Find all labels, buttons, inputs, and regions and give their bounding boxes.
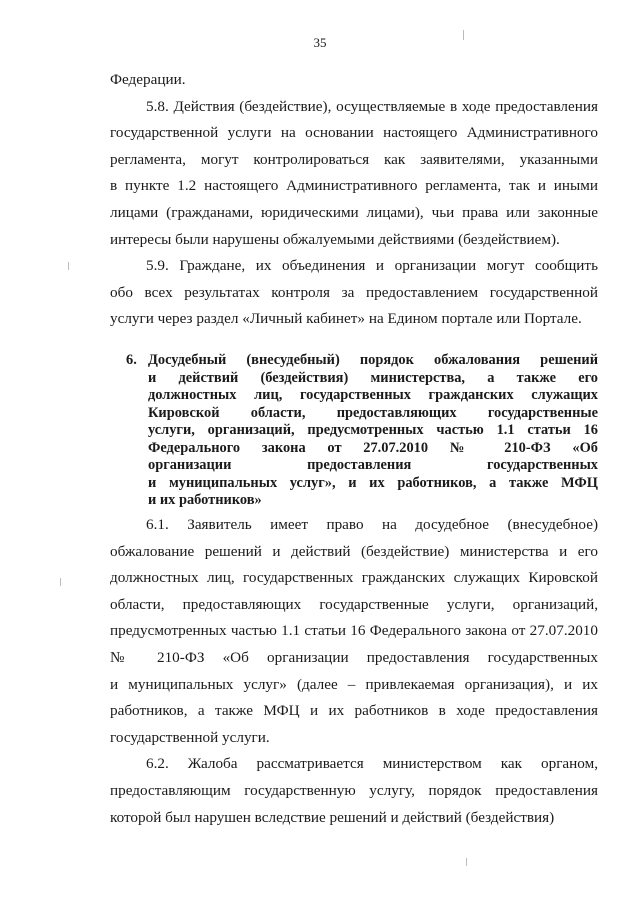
text-line: обо всех результатах контроля за предоставлением государственной xyxy=(110,283,598,301)
heading-line: и их работников» xyxy=(148,492,262,508)
section-heading xyxy=(126,352,598,510)
text-line: 5.8. Действия (бездействие), осуществляемые в ходе предоставления xyxy=(146,97,598,115)
paragraph xyxy=(110,253,598,333)
text-line: 5.9. Граждане, их объединения и организации могут сообщить xyxy=(146,257,598,275)
text-line: в пункте 1.2 настоящего Административного регламента, так и иными xyxy=(110,177,598,195)
paragraph xyxy=(110,67,598,94)
paragraph xyxy=(110,94,598,254)
body-text-top xyxy=(110,67,598,333)
heading-line: и муниципальных услуг», и их работников, а также МФЦ xyxy=(148,474,598,491)
paragraph xyxy=(110,512,598,751)
text-line: № 210-ФЗ «Об организации предоставления государственных xyxy=(110,648,598,666)
text-line: области, предоставляющих государственные услуги, организаций, xyxy=(110,595,598,613)
text-line: государственной услуги. xyxy=(110,728,270,746)
section-number: 6. xyxy=(126,352,137,368)
heading-line: Досудебный (внесудебный) порядок обжалования решений xyxy=(148,352,598,368)
text-line: интересы были нарушены обжалуемыми действиями (бездействием). xyxy=(110,230,560,248)
text-line: предусмотренных частью 1.1 статьи 16 Федерального закона от 27.07.2010 xyxy=(110,622,598,640)
heading-line: услуги, организаций, предусмотренных частью 1.1 статьи 16 xyxy=(148,422,598,438)
text-line: должностных лиц, государственных гражданских служащих Кировской xyxy=(110,569,598,587)
text-line: предоставляющим государственную услугу, порядок предоставления xyxy=(110,781,598,799)
text-line: 6.1. Заявитель имеет право на досудебное (внесудебное) xyxy=(146,516,598,533)
text-line: работников, а также МФЦ и их работников в ходе предоставления xyxy=(110,702,598,720)
heading-line: должностных лиц, государственных гражданских служащих xyxy=(148,387,598,403)
heading-line: Федерального закона от 27.07.2010 № 210-ФЗ «Об xyxy=(148,439,598,456)
text-line: услуги через раздел «Личный кабинет» на Едином портале или Портале. xyxy=(110,310,582,328)
scan-mark xyxy=(60,578,61,586)
text-line: 6.2. Жалоба рассматривается министерством как органом, xyxy=(146,755,598,773)
text-line: которой был нарушен вследствие решений и действий (бездействия) xyxy=(110,808,555,826)
text-line: обжалование решений и действий (бездействие) министерства и его xyxy=(110,542,598,560)
heading-line: организации предоставления государственных xyxy=(148,457,598,473)
paragraph xyxy=(110,751,598,831)
text-line: государственной услуги на основании настоящего Административного xyxy=(110,124,598,142)
text-line: лицами (гражданами, юридическими лицами), чьи права или законные xyxy=(110,203,598,221)
scan-mark xyxy=(68,262,69,270)
scan-mark xyxy=(466,858,467,866)
text-line: Федерации. xyxy=(110,71,186,88)
heading-line: и действий (бездействия) министерства, а также его xyxy=(148,369,598,386)
heading-line: Кировской области, предоставляющих государственные xyxy=(148,404,598,421)
scan-mark xyxy=(463,30,464,40)
page-number: 35 xyxy=(313,35,327,50)
text-line: и муниципальных услуг» (далее – привлекаемая организация), и их xyxy=(110,675,598,693)
text-line: регламента, могут контролироваться как заявителями, указанными xyxy=(110,150,598,168)
body-text-bottom xyxy=(110,512,598,831)
